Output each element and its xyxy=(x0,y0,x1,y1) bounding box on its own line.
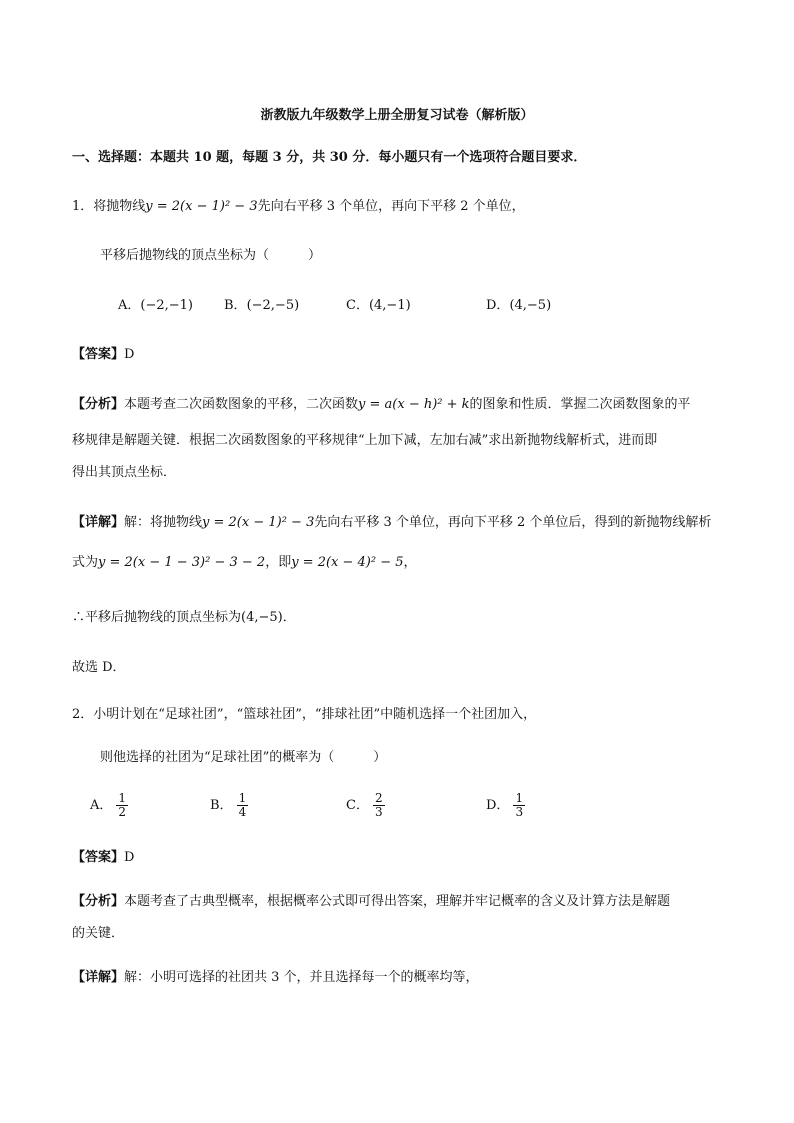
option-letter: D． xyxy=(486,798,510,813)
q1-detail-line3: ∴平移后抛物线的顶点坐标为(4,−5)． xyxy=(72,610,296,625)
detail-text: 式为 xyxy=(72,555,99,570)
q1-number-text: 1．将抛物线 xyxy=(72,199,146,214)
q1-option-d xyxy=(486,296,551,316)
q1-detail-line1 xyxy=(72,513,711,533)
answer-tag: 【答案】 xyxy=(72,347,125,362)
q1-detail-line4: 故选 D． xyxy=(72,660,126,675)
q1-detail-line2 xyxy=(72,553,417,573)
q1-analysis-line1 xyxy=(72,395,691,415)
detail-text: 解：将抛物线 xyxy=(124,515,203,530)
analysis-tag: 【分析】 xyxy=(72,397,125,412)
denominator: 2 xyxy=(118,805,127,819)
q1-stem-line2: 平移后抛物线的顶点坐标为（ ） xyxy=(100,248,322,263)
option-letter: C． xyxy=(346,298,369,313)
q2-analysis-line2: 的关键． xyxy=(72,926,125,941)
q1-formula: y = 2(x − 1)² − 3 xyxy=(145,199,258,214)
answer-tag: 【答案】 xyxy=(72,850,125,865)
detail-text: ，即 xyxy=(265,555,292,570)
q2-option-b xyxy=(210,792,248,819)
option-value: (−2,−1) xyxy=(140,298,193,313)
page-title: 浙教版九年级数学上册全册复习试卷（解析版） xyxy=(260,108,534,123)
analysis-text: 本题考查了古典型概率，根据概率公式即可得出答案，理解并牢记概率的含义及计算方法是解题 xyxy=(124,894,671,909)
option-value: (4,−1) xyxy=(368,298,411,313)
q2-stem-line2: 则他选择的社团为“足球社团”的概率为（ ） xyxy=(100,750,387,765)
q1-stem-line1 xyxy=(72,197,525,217)
analysis-tag: 【分析】 xyxy=(72,894,125,909)
q1-option-a xyxy=(118,296,193,316)
detail-text: 解：小明可选择的社团共 3 个，并且选择每一个的概率均等， xyxy=(124,970,479,985)
answer-value: D xyxy=(124,850,135,865)
detail-formula: y = 2(x − 1 − 3)² − 3 − 2 xyxy=(98,555,266,570)
section-heading: 一、选择题：本题共 10 题，每题 3 分，共 30 分．每小题只有一个选项符合题目要求． xyxy=(72,150,587,165)
detail-tag: 【详解】 xyxy=(72,970,125,985)
numerator: 1 xyxy=(118,791,127,805)
analysis-text: 本题考查二次函数图象的平移，二次函数 xyxy=(124,397,359,412)
q1-answer xyxy=(72,345,134,365)
denominator: 4 xyxy=(238,805,247,819)
denominator: 3 xyxy=(374,805,383,819)
option-value: (−2,−5) xyxy=(246,298,300,313)
answer-value: D xyxy=(124,347,135,362)
analysis-text: 的图象和性质．掌握二次函数图象的平 xyxy=(469,397,691,412)
numerator: 1 xyxy=(238,791,247,805)
q2-detail-line1 xyxy=(72,968,479,988)
q1-analysis-line3: 得出其顶点坐标． xyxy=(72,465,177,480)
q1-stem-text: 先向右平移 3 个单位，再向下平移 2 个单位， xyxy=(257,199,525,214)
q2-stem-line1: 2．小明计划在“足球社团”，“篮球社团”，“排球社团”中随机选择一个社团加入， xyxy=(72,707,537,722)
q2-answer xyxy=(72,848,134,868)
fraction xyxy=(116,792,128,819)
q1-analysis-line2: 移规律是解题关键．根据二次函数图象的平移规律“上加下减，左加右减”求出新抛物线解析式，进而即 xyxy=(72,433,658,448)
detail-text: 先向右平移 3 个单位，再向下平移 2 个单位后，得到的新抛物线解析 xyxy=(314,515,712,530)
detail-formula: y = 2(x − 1)² − 3 xyxy=(202,515,315,530)
vertex-form-formula: y = a(x − h)² + k xyxy=(358,397,470,412)
numerator: 2 xyxy=(374,791,383,805)
q1-option-b xyxy=(224,296,299,316)
numerator: 1 xyxy=(515,791,524,805)
q2-analysis-line1 xyxy=(72,892,670,912)
option-letter: A． xyxy=(118,298,141,313)
option-letter: B． xyxy=(224,298,247,313)
q2-option-d xyxy=(486,792,525,819)
option-letter: A． xyxy=(90,798,113,813)
option-letter: B． xyxy=(210,798,233,813)
q2-option-c xyxy=(346,792,385,819)
fraction xyxy=(237,792,249,819)
q2-option-a xyxy=(90,792,128,819)
detail-formula: y = 2(x − 4)² − 5 xyxy=(291,555,404,570)
fraction xyxy=(513,792,525,819)
q1-option-c xyxy=(346,296,411,316)
fraction xyxy=(373,792,385,819)
option-letter: D． xyxy=(486,298,510,313)
denominator: 3 xyxy=(515,805,524,819)
detail-tag: 【详解】 xyxy=(72,515,125,530)
option-letter: C． xyxy=(346,798,369,813)
option-value: (4,−5) xyxy=(509,298,552,313)
detail-text: ， xyxy=(403,555,417,570)
